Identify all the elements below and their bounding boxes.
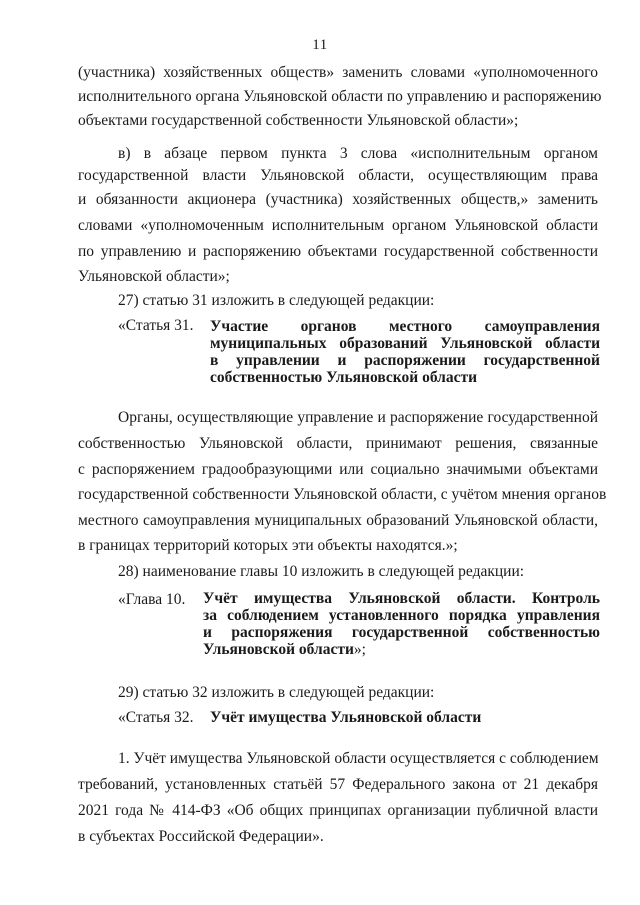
chapter-10-title-end: Ульяновской области xyxy=(203,641,354,658)
text-line: местного самоуправления муниципальных образований Ульяновской области, xyxy=(78,512,598,529)
text-line: требований, установленных статьёй 57 Федерального закона от 21 декабря xyxy=(78,776,598,793)
text-line: 28) наименование главы 10 изложить в следующей редакции: xyxy=(118,563,525,580)
text-line: в субъектах Российской Федерации». xyxy=(78,828,324,845)
article-31-title-line: собственностью Ульяновской области xyxy=(210,369,478,386)
text-line: государственной власти Ульяновской области, осуществляющим права xyxy=(78,167,598,184)
chapter-10-label: «Глава 10. xyxy=(118,591,186,608)
article-31-title-line: муниципальных образований Ульяновской области xyxy=(210,335,600,352)
text-line: Ульяновской области»; xyxy=(78,268,230,285)
page-number: 11 xyxy=(312,37,328,53)
article-32-title: Учёт имущества Ульяновской области xyxy=(210,709,482,726)
chapter-10-title-line: за соблюдением установленного порядка управления xyxy=(203,607,600,624)
closing-quote: »; xyxy=(353,641,366,658)
text-line: 2021 года № 414-ФЗ «Об общих принципах организации публичной власти xyxy=(78,802,598,819)
article-31-label: «Статья 31. xyxy=(118,317,194,334)
article-31-title-line: Участие органов местного самоуправления xyxy=(210,318,600,335)
text-line: Органы, осуществляющие управление и распоряжение государственной xyxy=(118,409,598,426)
text-line: и обязанности акционера (участника) хозяйственных обществ,» заменить xyxy=(78,191,598,208)
chapter-10-title-line xyxy=(203,641,600,658)
text-line: в) в абзаце первом пункта 3 слова «исполнительным органом xyxy=(118,145,598,162)
text-line: в границах территорий которых эти объекты находятся.»; xyxy=(78,537,458,554)
text-line: 1. Учёт имущества Ульяновской области осуществляется с соблюдением xyxy=(118,750,599,767)
text-line: объектами государственной собственности Ульяновской области»; xyxy=(78,112,519,129)
text-line: исполнительного органа Ульяновской области по управлению и распоряжению xyxy=(78,88,602,105)
text-line: (участника) хозяйственных обществ» заменить словами «уполномоченного xyxy=(78,64,598,81)
text-line: 27) статью 31 изложить в следующей редакции: xyxy=(118,292,435,309)
article-31-title-line: в управлении и распоряжении государственной xyxy=(210,352,600,369)
text-line: с распоряжением градообразующими или социально значимыми объектами xyxy=(78,461,598,478)
text-line: словами «уполномоченным исполнительным органом Ульяновской области xyxy=(78,217,598,234)
chapter-10-title-line: и распоряжения государственной собственностью xyxy=(203,624,600,641)
chapter-10-title-line: Учёт имущества Ульяновской области. Контроль xyxy=(203,590,600,607)
article-32-label: «Статья 32. xyxy=(118,709,194,726)
text-line: 29) статью 32 изложить в следующей редакции: xyxy=(118,684,435,701)
text-line: по управлению и распоряжению объектами государственной собственности xyxy=(78,243,598,260)
text-line: государственной собственности Ульяновской области, с учётом мнения органов xyxy=(78,486,607,503)
text-line: собственностью Ульяновской области, принимают решения, связанные xyxy=(78,435,598,452)
